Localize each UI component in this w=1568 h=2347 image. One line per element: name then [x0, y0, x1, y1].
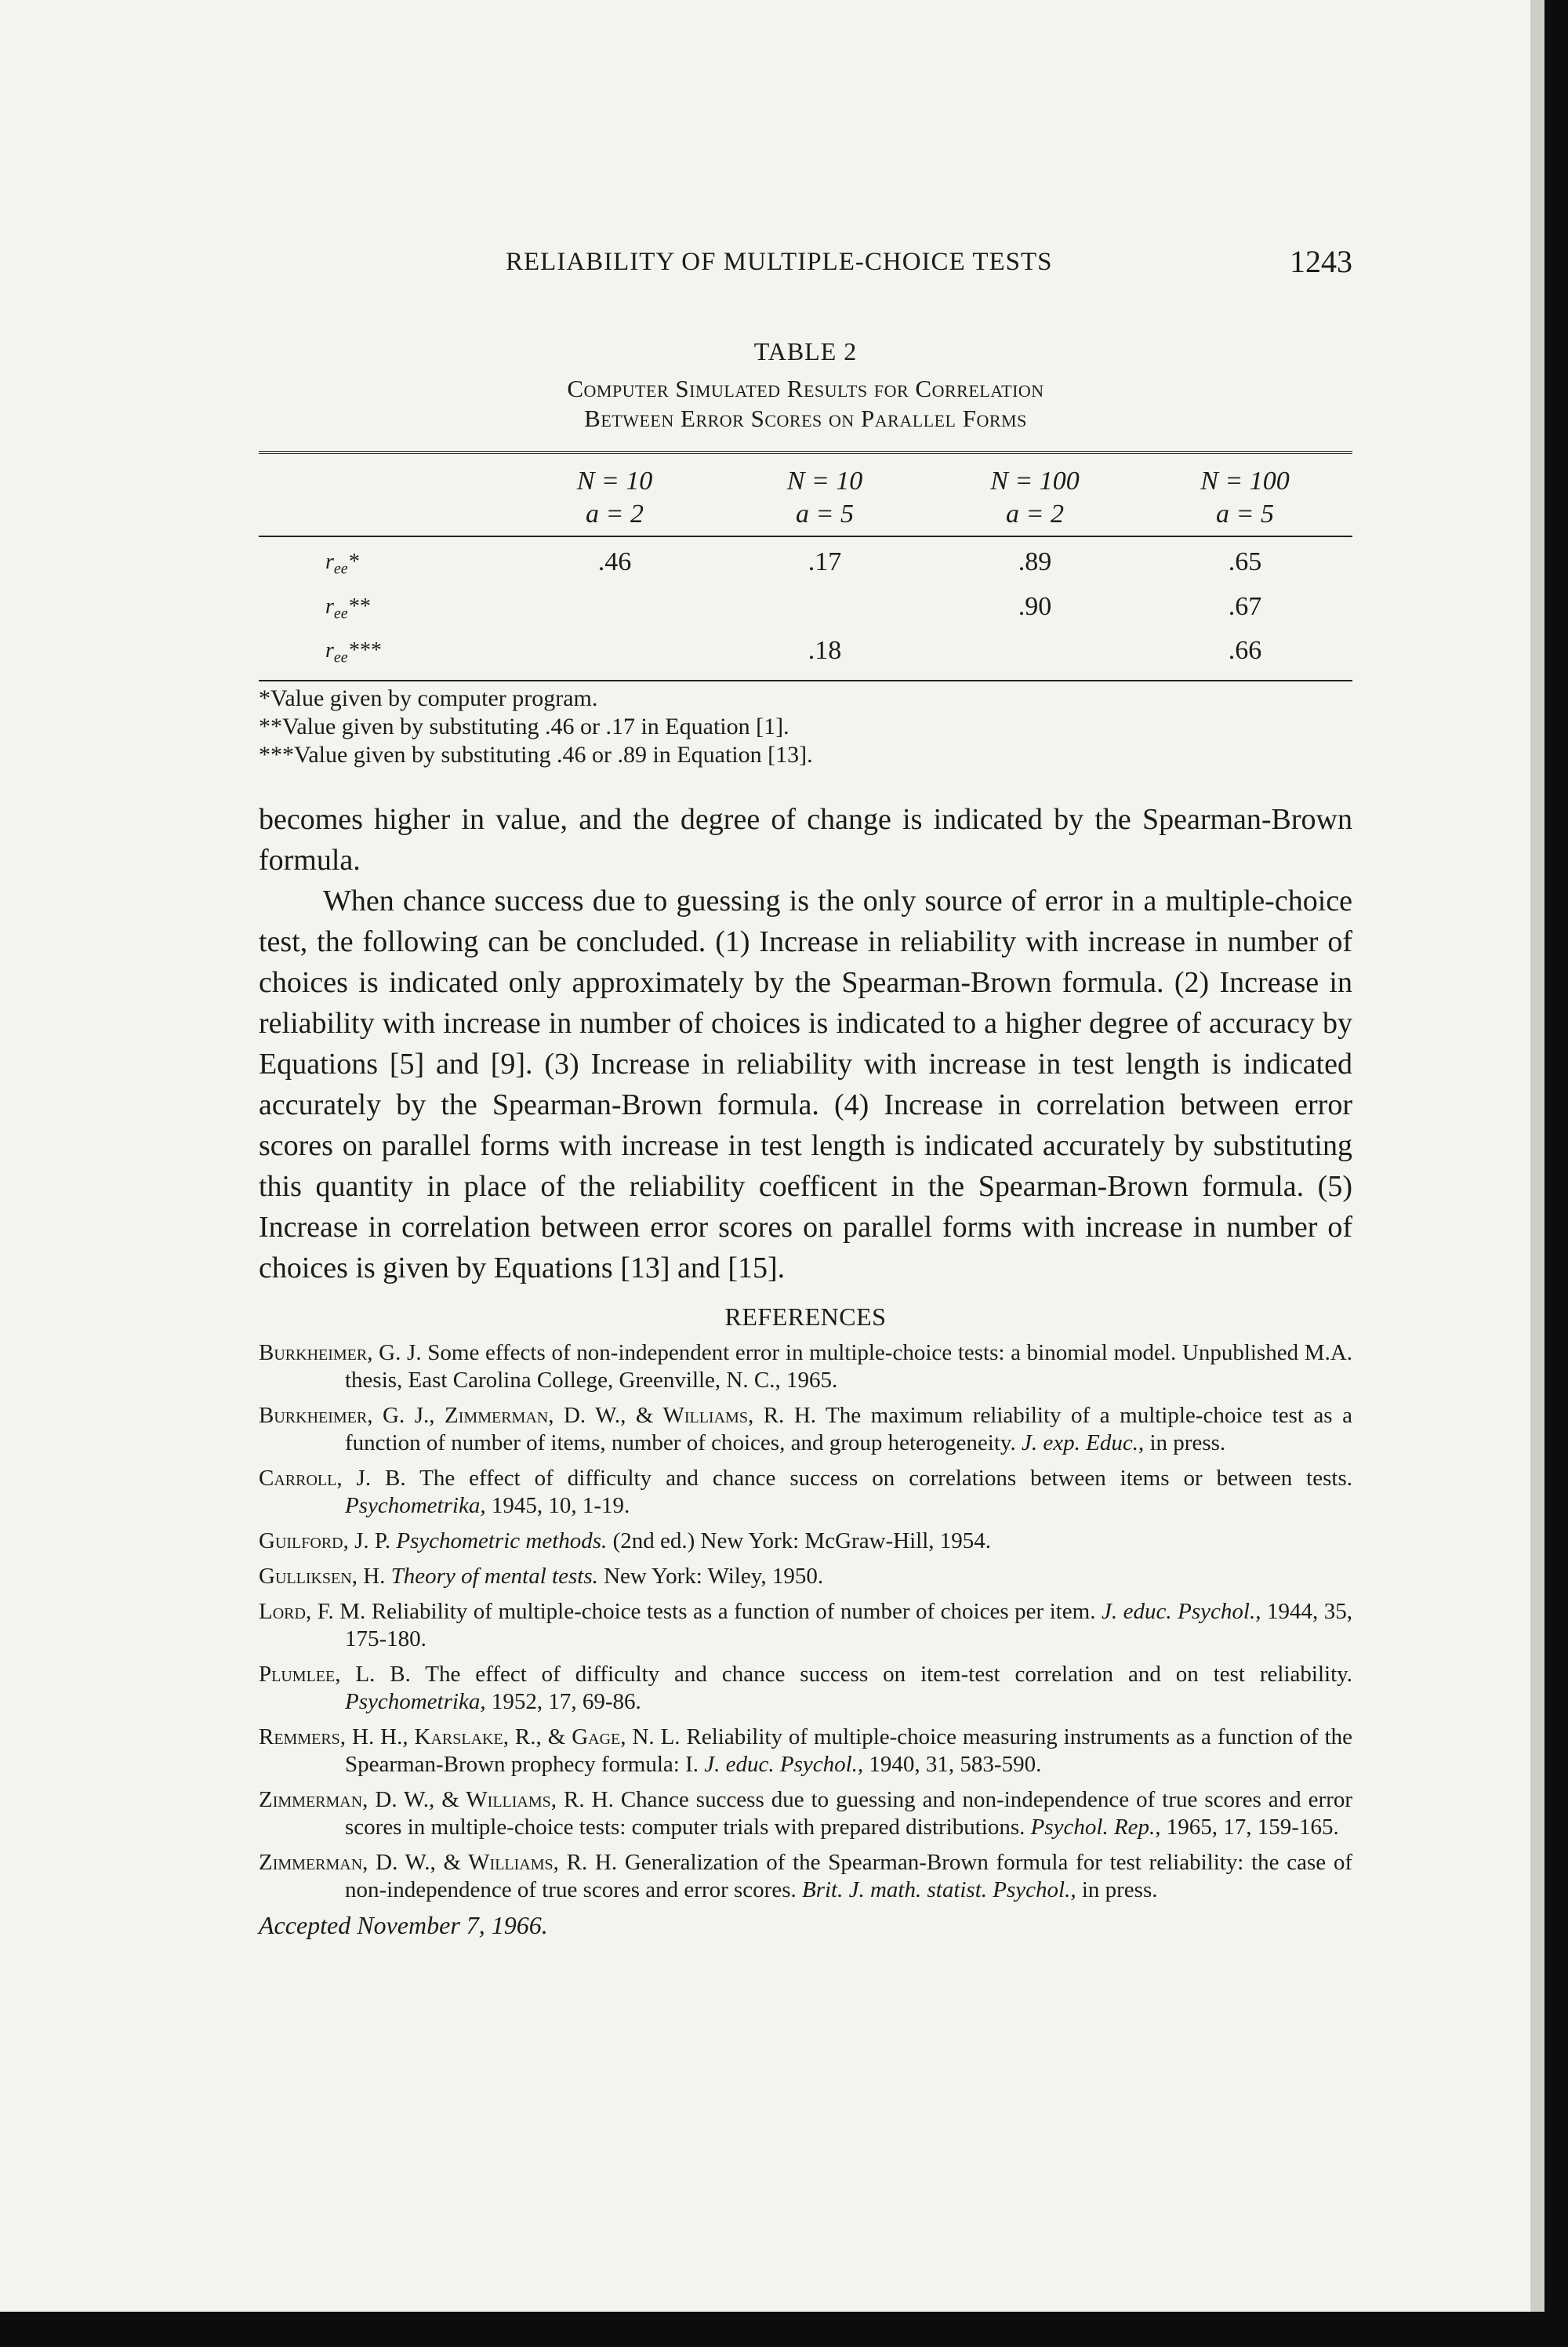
column-header-n: N = 100: [990, 467, 1080, 496]
table-header-row: [259, 454, 1352, 537]
reference-item: Zimmerman, D. W., & Williams, R. H. Generalization of the Spearman-Brown formula for test reliability: the case of non-independence of true scores and error scores. Brit. J. math. statist. Psychol., in press.: [259, 1849, 1352, 1902]
table-cell: .17: [808, 547, 842, 576]
page-number: 1243: [1290, 244, 1352, 279]
reference-item: Remmers, H. H., Karslake, R., & Gage, N. L. Reliability of multiple-choice measuring instruments as a function of the Spearman-Brown prophecy formula: I. J. educ. Psychol., 1940, 31, 583-590.: [259, 1724, 1353, 1777]
reference-item: Carroll, J. B. The effect of difficulty and chance success on correlations between items or between tests. Psychometrika, 1945, 10, 1-19.: [259, 1465, 1352, 1518]
results-table: [259, 451, 1352, 769]
column-header: [930, 465, 1140, 531]
accepted-date: Accepted November 7, 1966.: [259, 1910, 548, 1939]
column-header: [1140, 465, 1350, 531]
table-row: [259, 543, 1352, 588]
column-header-a: a = 2: [1006, 500, 1064, 529]
table-cell: .67: [1228, 591, 1262, 621]
table-cell: .18: [808, 636, 842, 666]
table-cell: .66: [1228, 636, 1262, 666]
column-header-n: N = 100: [1200, 467, 1290, 496]
table-cell: [510, 588, 720, 633]
reference-list: [259, 1339, 1352, 1939]
table-row: [259, 588, 1352, 633]
table-cell: .90: [1018, 591, 1052, 621]
table-cell: [720, 588, 930, 633]
page-edge: [1530, 0, 1544, 2312]
reference-item: Burkheimer, G. J., Zimmerman, D. W., & Williams, R. H. The maximum reliability of a multiple-choice test as a function of number of items, number of choices, and group heterogeneity. J. exp. Educ., in press.: [259, 1402, 1352, 1455]
reference-item: Burkheimer, G. J. Some effects of non-independent error in multiple-choice tests: a binomial model. Unpublished M.A. thesis, East Carolina College, Greenville, N. C., 1965.: [259, 1339, 1353, 1393]
running-title: RELIABILITY OF MULTIPLE-CHOICE TESTS: [506, 248, 1053, 276]
body-text: [259, 799, 1352, 1288]
references-heading: REFERENCES: [724, 1302, 887, 1331]
running-head: [259, 243, 1352, 290]
column-header-n: N = 10: [786, 467, 863, 496]
table-note: ***Value given by substituting .46 or .89 in Equation [13].: [259, 741, 813, 768]
column-header: [720, 465, 930, 531]
reference-item: Lord, F. M. Reliability of multiple-choice tests as a function of number of choices per item. J. educ. Psychol., 1944, 35, 175-180.: [259, 1598, 1352, 1651]
table-cell: .46: [597, 547, 632, 576]
table-label: TABLE 2: [753, 337, 858, 365]
table-title-line: Computer Simulated Results for Correlation: [567, 375, 1044, 402]
table-cell: [510, 632, 720, 677]
table-body: [259, 537, 1352, 681]
column-header-a: a = 2: [586, 500, 644, 529]
table-stub-header: [259, 465, 510, 531]
table-cell: .89: [1018, 547, 1052, 576]
table-note: *Value given by computer program.: [259, 685, 598, 711]
row-label: $r_{ee}***$: [325, 638, 381, 667]
reference-item: Zimmerman, D. W., & Williams, R. H. Chance success due to guessing and non-independence of true scores and error scores in multiple-choice tests: computer trials with prepared distributions. Psychol. Rep., 1965, 17, 159-165.: [259, 1786, 1353, 1840]
table-row: [259, 632, 1352, 677]
column-header-a: a = 5: [796, 500, 854, 529]
page-content: [259, 243, 1352, 1939]
row-label: $r_{ee}**$: [325, 594, 370, 623]
table-notes: [259, 685, 1352, 769]
column-header-n: N = 10: [576, 467, 653, 496]
reference-item: Gulliksen, H. Theory of mental tests. New York: Wiley, 1950.: [259, 1563, 824, 1589]
paragraph: becomes higher in value, and the degree of change is indicated by the Spearman-Brown formula.: [259, 802, 1352, 877]
table-cell: .65: [1228, 547, 1262, 576]
reference-item: Plumlee, L. B. The effect of difficulty and chance success on item-test correlation and on test reliability. Psychometrika, 1952, 17, 69-86.: [259, 1661, 1352, 1714]
reference-item: Guilford, J. P. Psychometric methods. (2nd ed.) New York: McGraw-Hill, 1954.: [259, 1528, 992, 1553]
paragraph: When chance success due to guessing is the only source of error in a multiple-choice test, the following can be concluded. (1) Increase in reliability with increase in number of choices is indicated only approximately by the Spearman-Brown formula. (2) Increase in reliability with increase in number of choices is indicated to a higher degree of accuracy by Equations [5] and [9]. (3) Increase in reliability with increase in test length is indicated accurately by the Spearman-Brown formula. (4) Increase in correlation between error scores on parallel forms with increase in test length is indicated accurately by substituting this quantity in place of the reliability coefficent in the Spearman-Brown formula. (5) Increase in correlation between error scores on parallel forms with increase in number of choices is given by Equations [13] and [15].: [259, 884, 1352, 1284]
table-title-line: Between Error Scores on Parallel Forms: [584, 405, 1027, 432]
table-note: **Value given by substituting .46 or .17 in Equation [1].: [259, 713, 789, 739]
table-cell: [930, 632, 1140, 677]
column-header: [510, 465, 720, 531]
table-title: [259, 374, 1352, 434]
column-header-a: a = 5: [1216, 500, 1274, 529]
row-label: $r_{ee}*$: [325, 550, 359, 578]
